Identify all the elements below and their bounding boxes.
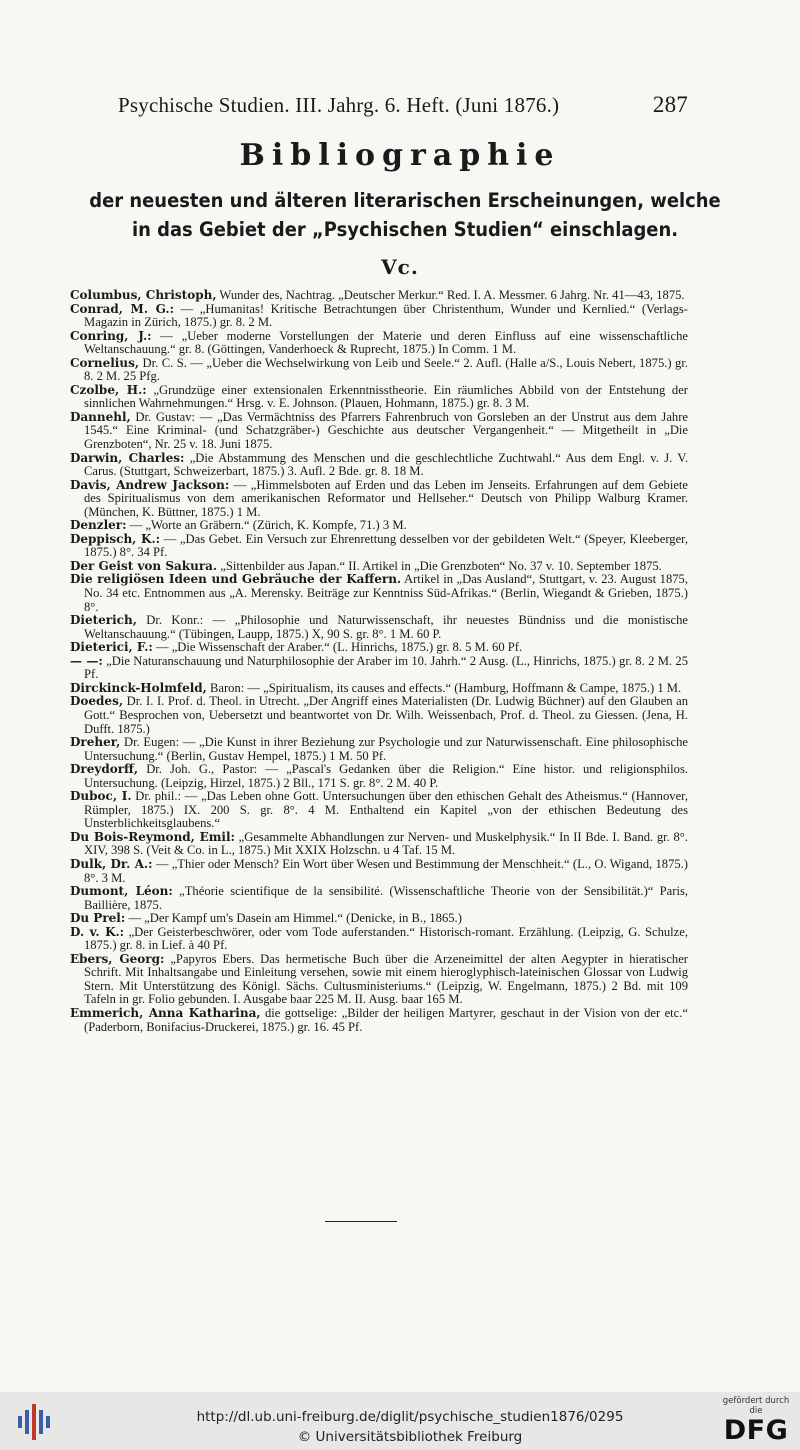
viewer-footer	[0, 1392, 800, 1450]
dfg-badge	[718, 1396, 794, 1446]
bibliography-entry	[70, 858, 688, 885]
bibliography-entry	[70, 411, 688, 452]
entry-author: Conring, J.:	[70, 328, 152, 343]
entry-citation: Baron: — „Spiritualism, its causes and effects.“ (Hamburg, Hoffmann & Campe, 1875.) 1 M.	[206, 680, 682, 695]
university-library-logo	[14, 1402, 54, 1442]
page-subtitle: der neuesten und älteren literarischen Erscheinungen, welche in das Gebiet der „Psychischen Studien“ einschlagen.	[89, 189, 721, 241]
bibliography-entry	[70, 519, 688, 533]
bibliography-entry	[70, 831, 688, 858]
entry-author: Davis, Andrew Jackson:	[70, 477, 230, 492]
dfg-logo: DFG	[723, 1415, 789, 1446]
entry-author: Du Prel:	[70, 911, 126, 926]
bibliography-entry	[70, 885, 688, 912]
entry-author: Doedes,	[70, 694, 124, 709]
entry-citation: — „Die Wissenschaft der Araber.“ (L. Hinrichs, 1875.) gr. 8. 5 M. 60 Pf.	[152, 640, 523, 655]
entry-citation: — „Der Kampf um's Dasein am Himmel.“ (Denicke, in B., 1865.)	[125, 911, 462, 926]
entry-citation: „Gesammelte Abhandlungen zur Nerven- und Muskelphysik.“ In II Bde. I. Band. gr. 8°. XIV, 398 S. (Veit & Co. in L., 1875.) Mit XXIX Holzschn. u 4 Taf. 15 M.	[84, 829, 688, 858]
entry-citation: Dr. C. S. — „Ueber die Wechselwirkung von Leib und Seele.“ 2. Aufl. (Halle a/S., Louis Nebert, 1875.) gr. 8. 2 M. 25 Pfg.	[84, 355, 688, 384]
entry-author: Conrad, M. G.:	[70, 301, 175, 316]
entry-citation: — „Worte an Gräbern.“ (Zürich, K. Kompfe, 71.) 3 M.	[126, 518, 407, 533]
bibliography-entry	[70, 790, 688, 831]
entry-author: Cornelius,	[70, 355, 140, 370]
permalink[interactable]: http://dl.ub.uni-freiburg.de/diglit/psychische_studien1876/0295	[196, 1409, 624, 1425]
bibliography-entry	[70, 953, 688, 1007]
page-title: Bibliographie	[239, 138, 561, 173]
bibliography-entry	[70, 926, 688, 953]
bibliography-entry	[70, 763, 688, 790]
bibliography-entry	[70, 573, 688, 614]
entry-author: Czolbe, H.:	[70, 382, 147, 397]
section-heading: Vc.	[381, 255, 419, 279]
entry-citation: — „Himmelsboten auf Erden und das Leben im Jenseits. Erfahrungen auf dem Gebiete des Spiritualismus von dem amerikanischen Reformator und Hellseher.“ Deutsch von Philipp Walburg Kramer. (München, K. Büttner, 1875.) 1 M.	[84, 477, 689, 519]
entry-citation: „Die Naturanschauung und Naturphilosophie der Araber im 10. Jahrh.“ 2 Ausg. (L., Hinrichs, 1875.) gr. 8. 2 M. 25 Pf.	[84, 653, 688, 682]
closing-rule	[325, 1221, 397, 1222]
copyright-notice: © Universitätsbibliothek Freiburg	[297, 1429, 523, 1445]
entry-citation: — „Thier oder Mensch? Ein Wort über Wesen und Bestimmung der Menschheit.“ (L., O. Wigand, 1875.) 8°. 3 M.	[84, 856, 689, 885]
bibliography-entry	[70, 641, 688, 655]
entry-author: Deppisch, K.:	[70, 531, 161, 546]
entry-author: Ebers, Georg:	[70, 951, 165, 966]
entry-author: Duboc, I.	[70, 789, 132, 804]
entry-author: Dumont, Léon:	[70, 884, 173, 899]
bibliography-list	[70, 289, 688, 1034]
entry-author: Dirckinck-Holmfeld,	[70, 680, 207, 695]
page-number: 287	[652, 92, 688, 117]
entry-citation: „Die Abstammung des Menschen und die geschlechtliche Zuchtwahl.“ Aus dem Engl. v. J. V. Carus. (Stuttgart, Schweizerbart, 1875.) 3. Aufl. 2 Bde. gr. 8. 18 M.	[84, 450, 688, 479]
entry-citation: „Der Geisterbeschwörer, oder vom Tode auferstanden.“ Historisch-romant. Erzählung. (Leipzig, G. Schulze, 1875.) gr. 8. in Lief. à 40 Pf.	[84, 924, 688, 953]
bibliography-entry	[70, 560, 688, 574]
entry-citation: Dr. Joh. G., Pastor: — „Pascal's Gedanken über die Religion.“ Eine histor. und religionsphilos. Untersuchung. (Leipzig, Hirzel, 1875.) 2 Bll., 171 S. gr. 8°. 2 M. 40 P.	[84, 762, 688, 790]
entry-author: Dreydorff,	[70, 762, 139, 777]
entry-citation: „Sittenbilder aus Japan.“ II. Artikel in „Die Grenzboten“ No. 37 v. 10. September 1875.	[217, 558, 662, 573]
entry-author: Du Bois-Reymond, Emil:	[70, 829, 235, 844]
entry-author: Der Geist von Sakura.	[70, 558, 218, 573]
entry-author: Denzler:	[70, 518, 127, 533]
entry-citation: Wunder des, Nachtrag. „Deutscher Merkur.“ Red. I. A. Messmer. 6 Jahrg. Nr. 41—43, 1875.	[216, 288, 685, 302]
bibliography-entry	[70, 303, 688, 330]
entry-author: Dieterich,	[70, 613, 137, 628]
bibliography-entry	[70, 330, 688, 357]
entry-citation: Dr. I. I. Prof. d. Theol. in Utrecht. „Der Angriff eines Materialisten (Dr. Ludwig Büchner) auf den Glauben an Gott.“ Besprochen von, Uebersetzt und beantwortet von Dr. Wilh. Weissenbach, Prof. d. Theol. zu Giessen. (Jena, H. Dufft. 1875.)	[84, 694, 688, 736]
bibliography-entry	[70, 479, 688, 520]
entry-citation: die gottselige: „Bilder der heiligen Martyrer, geschaut in der Vision von der etc.“ (Paderborn, Bonifacius-Druckerei, 1875.) gr. 16. 45 Pf.	[84, 1005, 688, 1034]
bibliography-entry	[70, 452, 688, 479]
entry-author: Columbus, Christoph,	[70, 288, 217, 302]
entry-author: Dieterici, F.:	[70, 640, 153, 655]
funding-note: gefördert durch die	[722, 1396, 790, 1416]
entry-citation: — „Ueber moderne Vorstellungen der Materie und deren Einfluss auf eine wissenschaftliche Weltanschauung.“ gr. 8. (Göttingen, Vanderhoeck & Ruprecht, 1875.) In Comm. 1 M.	[84, 328, 689, 357]
entry-citation: „Théorie scientifique de la sensibilité. (Wissenschaftliche Theorie von der Sensibilität.)“ Paris, Baillière, 1875.	[84, 884, 688, 912]
entry-author: Emmerich, Anna Katharina,	[70, 1005, 261, 1020]
bibliography-entry	[70, 614, 688, 641]
entry-author: Dulk, Dr. A.:	[70, 856, 153, 871]
entry-citation: Dr. phil.: — „Das Leben ohne Gott. Untersuchungen über den ethischen Gehalt des Atheismus.“ (Hannover, Rümpler, 1875.) IX. 200 S. gr. 8°. 4 M. Enthaltend ein Kapitel „von der ethischen Bedeutung des Unsterblichkeitsglaubens.“	[84, 789, 688, 831]
entry-citation: Artikel in „Das Ausland“, Stuttgart, v. 23. August 1875, No. 34 etc. Entnommen aus „A. Merensky. Beiträge zur Kenntniss Süd-Afrikas.“ (Berlin, Wiegandt & Grieben, 1875.) 8°.	[84, 572, 688, 614]
running-head	[118, 92, 688, 118]
entry-citation: — „Humanitas! Kritische Betrachtungen über Christenthum, Wunder und Kernlied.“ (Verlags-Magazin in Zürich, 1875.) gr. 8. 2 M.	[84, 301, 688, 330]
bibliography-entry	[70, 682, 688, 696]
entry-citation: „Grundzüge einer extensionalen Erkenntnisstheorie. Ein räumliches Abbild von der Entstehung der sinnlichen Wahrnehmungen.“ Hrsg. v. E. Johnson. (Plauen, Hohmann, 1875.) gr. 8. 3 M.	[84, 382, 688, 411]
bibliography-entry	[70, 912, 688, 926]
bibliography-entry	[70, 384, 688, 411]
entry-author: Die religiösen Ideen und Gebräuche der Kaffern.	[70, 572, 402, 587]
running-title: Psychische Studien. III. Jahrg. 6. Heft. (Juni 1876.)	[118, 93, 560, 117]
entry-author: — —:	[70, 653, 103, 668]
bibliography-entry	[70, 695, 688, 736]
bibliography-entry	[70, 736, 688, 763]
bibliography-entry	[70, 289, 688, 303]
entry-citation: Dr. Eugen: — „Die Kunst in ihrer Beziehung zur Psychologie und zur Naturwissenschaft. Eine philosophische Untersuchung.“ (Berlin, Gustav Hempel, 1875.) 1 M. 50 Pf.	[84, 735, 688, 763]
bibliography-entry	[70, 357, 688, 384]
bibliography-entry	[70, 655, 688, 682]
entry-author: D. v. K.:	[70, 924, 125, 939]
bibliography-entry	[70, 533, 688, 560]
entry-author: Darwin, Charles:	[70, 450, 185, 465]
entry-citation: Dr. Konr.: — „Philosophie und Naturwissenschaft, ihr neuestes Bündniss und die monistische Weltanschauung.“ (Tübingen, Laupp, 1875.) X, 90 S. gr. 8°. 1 M. 60 P.	[84, 613, 688, 641]
entry-author: Dreher,	[70, 735, 121, 750]
entry-citation: Dr. Gustav: — „Das Vermächtniss des Pfarrers Fahrenbruch von Gorsleben an der Unstrut aus dem Jahre 1545.“ Eine Kriminal- (und Schatzgräber-) Geschichte aus deutscher Vergangenheit.“ — Mitgetheilt in „Die Grenzboten“, Nr. 25 v. 18. Juni 1875.	[84, 409, 688, 452]
entry-citation: „Papyros Ebers. Das hermetische Buch über die Arzeneimittel der alten Aegypter in hieratischer Schrift. Mit Inhaltsangabe und Einleitung versehen, sowie mit einem hieroglyphisch-lateinischen Glossar von Ludwig Stern. Mit Unterstützung des Königl. Sächs. Cultusministeriums.“ (Leipzig, W. Engelmann, 1875.) 2 Bd. mit 109 Tafeln in gr. Folio gebunden. I. Ausgabe baar 225 M. II. Ausg. baar 165 M.	[84, 951, 688, 1007]
bibliography-entry	[70, 1007, 688, 1034]
entry-author: Dannehl,	[70, 409, 131, 424]
entry-citation: — „Das Gebet. Ein Versuch zur Ehrenrettung desselben vor der gebildeten Welt.“ (Speyer, Kleeberger, 1875.) 8°. 34 Pf.	[84, 531, 689, 560]
